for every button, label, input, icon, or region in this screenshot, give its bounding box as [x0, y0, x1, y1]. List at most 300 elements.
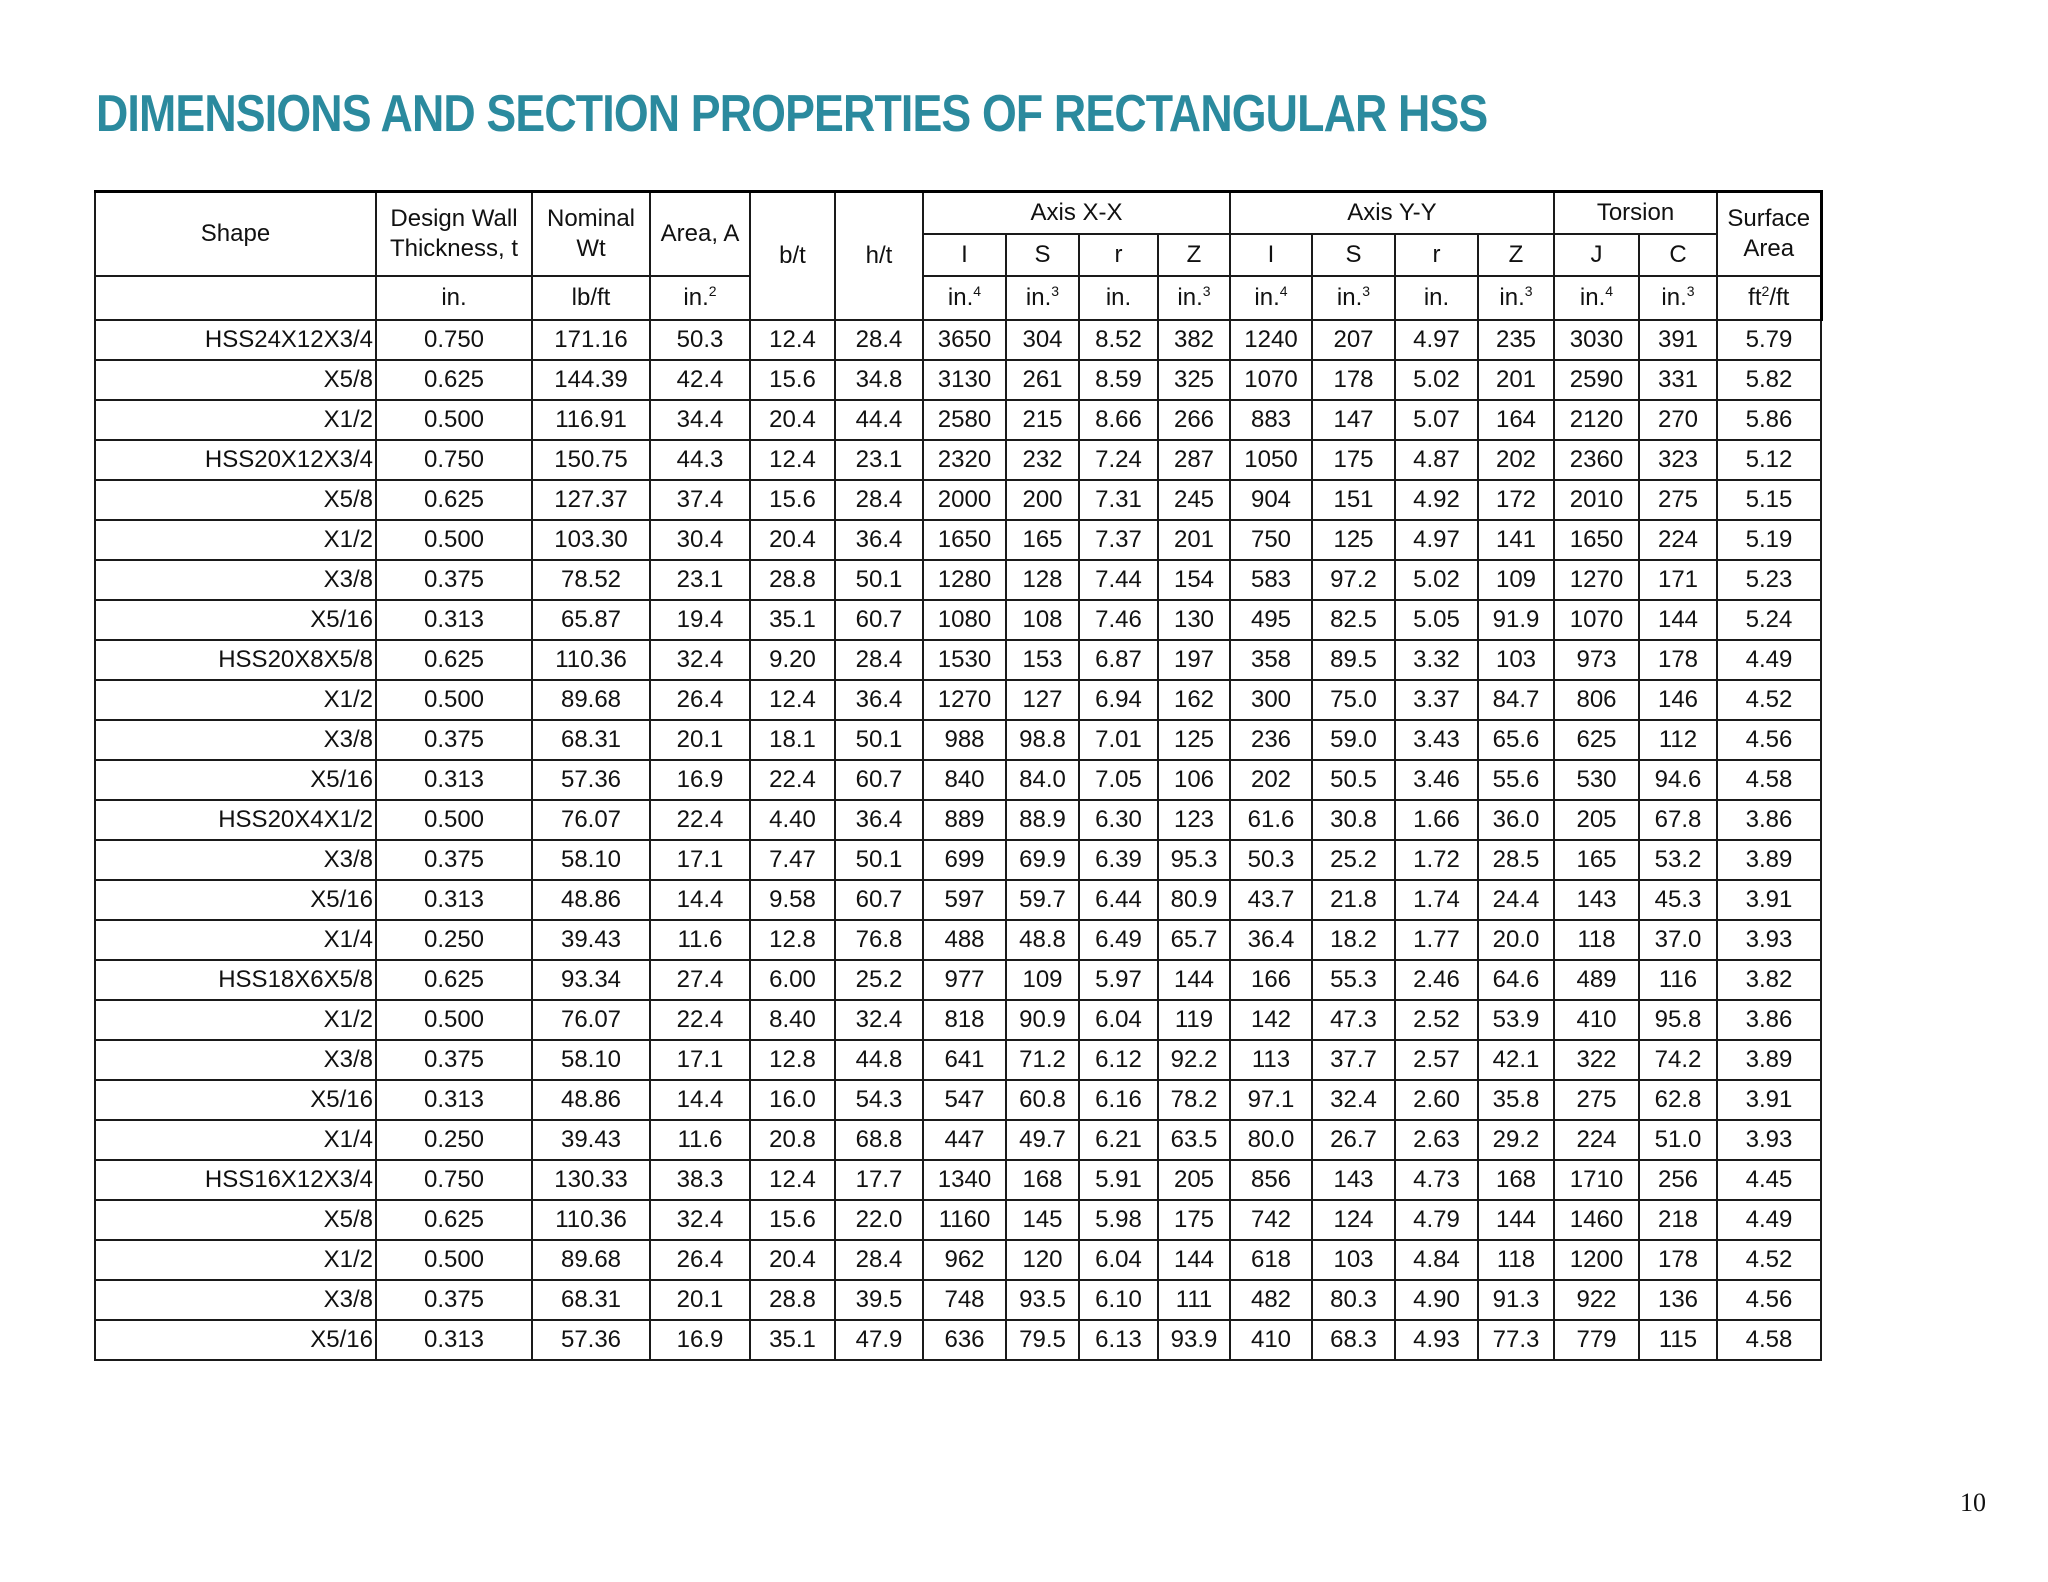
cell-shape: X1/2: [95, 520, 376, 560]
cell-xx-z: 63.5: [1158, 1120, 1230, 1160]
cell-xx-z: 162: [1158, 680, 1230, 720]
cell-yy-i: 750: [1230, 520, 1312, 560]
cell-xx-i: 818: [923, 1000, 1006, 1040]
cell-shape: X5/8: [95, 480, 376, 520]
cell-surface-area: 4.56: [1717, 1280, 1821, 1320]
cell-xx-z: 197: [1158, 640, 1230, 680]
cell-yy-z: 164: [1478, 400, 1554, 440]
cell-torsion-c: 112: [1639, 720, 1717, 760]
cell-torsion-j: 530: [1554, 760, 1639, 800]
cell-yy-z: 36.0: [1478, 800, 1554, 840]
table-row: [95, 1000, 1821, 1040]
cell-yy-r: 5.02: [1395, 360, 1478, 400]
cell-shape: X1/2: [95, 680, 376, 720]
cell-bt: 12.4: [750, 320, 835, 360]
cell-xx-s: 60.8: [1006, 1080, 1079, 1120]
cell-torsion-c: 67.8: [1639, 800, 1717, 840]
cell-xx-r: 6.94: [1079, 680, 1158, 720]
unit-t: in.: [376, 276, 532, 320]
cell-xx-z: 325: [1158, 360, 1230, 400]
cell-surface-area: 4.56: [1717, 720, 1821, 760]
cell-design-wall-thickness: 0.375: [376, 840, 532, 880]
cell-surface-area: 3.82: [1717, 960, 1821, 1000]
header-surface-area-label: Surface Area: [1727, 205, 1811, 262]
cell-xx-r: 6.16: [1079, 1080, 1158, 1120]
cell-torsion-c: 116: [1639, 960, 1717, 1000]
cell-yy-i: 43.7: [1230, 880, 1312, 920]
cell-design-wall-thickness: 0.500: [376, 800, 532, 840]
cell-surface-area: 4.58: [1717, 760, 1821, 800]
cell-ht: 60.7: [835, 880, 923, 920]
unit-surface-tail: /ft: [1769, 284, 1790, 311]
cell-area: 17.1: [650, 1040, 750, 1080]
cell-nominal-wt: 103.30: [532, 520, 650, 560]
cell-surface-area: 3.86: [1717, 800, 1821, 840]
unit-yy-z-exp: 3: [1524, 283, 1533, 299]
cell-xx-r: 8.59: [1079, 360, 1158, 400]
header-torsion-j: J: [1554, 234, 1639, 276]
cell-xx-i: 1280: [923, 560, 1006, 600]
cell-yy-r: 3.37: [1395, 680, 1478, 720]
cell-xx-i: 488: [923, 920, 1006, 960]
unit-c-exp: 3: [1686, 283, 1695, 299]
cell-surface-area: 5.15: [1717, 480, 1821, 520]
cell-surface-area: 5.23: [1717, 560, 1821, 600]
cell-bt: 35.1: [750, 1320, 835, 1360]
cell-bt: 9.20: [750, 640, 835, 680]
cell-xx-i: 1160: [923, 1200, 1006, 1240]
cell-design-wall-thickness: 0.625: [376, 1200, 532, 1240]
cell-torsion-c: 270: [1639, 400, 1717, 440]
cell-design-wall-thickness: 0.625: [376, 360, 532, 400]
cell-yy-r: 4.84: [1395, 1240, 1478, 1280]
cell-area: 22.4: [650, 800, 750, 840]
cell-torsion-c: 275: [1639, 480, 1717, 520]
cell-torsion-j: 275: [1554, 1080, 1639, 1120]
unit-xx-i: [923, 276, 1006, 320]
unit-yy-s-base: in.: [1336, 284, 1363, 311]
cell-torsion-c: 51.0: [1639, 1120, 1717, 1160]
table-row: [95, 1240, 1821, 1280]
cell-area: 42.4: [650, 360, 750, 400]
table-row: [95, 800, 1821, 840]
cell-nominal-wt: 127.37: [532, 480, 650, 520]
cell-xx-i: 1270: [923, 680, 1006, 720]
cell-bt: 20.4: [750, 1240, 835, 1280]
cell-xx-r: 6.44: [1079, 880, 1158, 920]
cell-yy-s: 82.5: [1312, 600, 1395, 640]
cell-nominal-wt: 110.36: [532, 1200, 650, 1240]
cell-ht: 60.7: [835, 600, 923, 640]
cell-design-wall-thickness: 0.625: [376, 960, 532, 1000]
cell-xx-z: 382: [1158, 320, 1230, 360]
unit-xx-i-exp: 4: [973, 283, 982, 299]
cell-torsion-c: 136: [1639, 1280, 1717, 1320]
cell-yy-s: 68.3: [1312, 1320, 1395, 1360]
cell-xx-z: 205: [1158, 1160, 1230, 1200]
unit-c: [1639, 276, 1717, 320]
cell-ht: 47.9: [835, 1320, 923, 1360]
cell-torsion-c: 171: [1639, 560, 1717, 600]
cell-xx-i: 988: [923, 720, 1006, 760]
cell-area: 22.4: [650, 1000, 750, 1040]
cell-xx-r: 6.12: [1079, 1040, 1158, 1080]
cell-yy-z: 144: [1478, 1200, 1554, 1240]
cell-xx-r: 6.30: [1079, 800, 1158, 840]
cell-shape: X1/2: [95, 1000, 376, 1040]
cell-torsion-c: 391: [1639, 320, 1717, 360]
header-nominal-wt-label: Nominal Wt: [546, 205, 636, 262]
cell-bt: 15.6: [750, 360, 835, 400]
cell-xx-r: 6.04: [1079, 1000, 1158, 1040]
cell-xx-z: 119: [1158, 1000, 1230, 1040]
cell-yy-z: 118: [1478, 1240, 1554, 1280]
cell-xx-r: 7.01: [1079, 720, 1158, 760]
header-yy-s: S: [1312, 234, 1395, 276]
cell-xx-i: 3650: [923, 320, 1006, 360]
cell-yy-s: 75.0: [1312, 680, 1395, 720]
cell-torsion-j: 2120: [1554, 400, 1639, 440]
cell-yy-z: 55.6: [1478, 760, 1554, 800]
cell-xx-r: 5.98: [1079, 1200, 1158, 1240]
cell-xx-r: 7.44: [1079, 560, 1158, 600]
cell-xx-z: 92.2: [1158, 1040, 1230, 1080]
cell-yy-s: 103: [1312, 1240, 1395, 1280]
table-row: [95, 1080, 1821, 1120]
table-row: [95, 440, 1821, 480]
cell-xx-s: 109: [1006, 960, 1079, 1000]
cell-torsion-j: 1460: [1554, 1200, 1639, 1240]
cell-yy-s: 47.3: [1312, 1000, 1395, 1040]
cell-yy-r: 3.46: [1395, 760, 1478, 800]
unit-yy-z-base: in.: [1499, 284, 1525, 311]
cell-yy-s: 26.7: [1312, 1120, 1395, 1160]
cell-surface-area: 4.49: [1717, 640, 1821, 680]
cell-xx-z: 144: [1158, 960, 1230, 1000]
cell-area: 32.4: [650, 1200, 750, 1240]
cell-bt: 6.00: [750, 960, 835, 1000]
cell-xx-z: 287: [1158, 440, 1230, 480]
cell-torsion-j: 118: [1554, 920, 1639, 960]
cell-xx-s: 69.9: [1006, 840, 1079, 880]
cell-yy-i: 236: [1230, 720, 1312, 760]
cell-yy-z: 202: [1478, 440, 1554, 480]
cell-surface-area: 3.89: [1717, 840, 1821, 880]
unit-area-base: in.: [683, 284, 709, 311]
cell-xx-i: 1530: [923, 640, 1006, 680]
cell-xx-r: 6.10: [1079, 1280, 1158, 1320]
cell-xx-z: 130: [1158, 600, 1230, 640]
cell-shape: X5/16: [95, 1080, 376, 1120]
page-number: 10: [1960, 1488, 1986, 1517]
cell-torsion-c: 37.0: [1639, 920, 1717, 960]
cell-area: 11.6: [650, 920, 750, 960]
cell-surface-area: 4.49: [1717, 1200, 1821, 1240]
cell-ht: 28.4: [835, 480, 923, 520]
cell-xx-r: 8.66: [1079, 400, 1158, 440]
cell-xx-z: 245: [1158, 480, 1230, 520]
cell-torsion-j: 2360: [1554, 440, 1639, 480]
cell-torsion-c: 146: [1639, 680, 1717, 720]
cell-surface-area: 3.93: [1717, 920, 1821, 960]
cell-yy-r: 4.97: [1395, 320, 1478, 360]
cell-design-wall-thickness: 0.750: [376, 1160, 532, 1200]
table-header: [95, 192, 1821, 321]
cell-surface-area: 4.52: [1717, 680, 1821, 720]
cell-yy-i: 113: [1230, 1040, 1312, 1080]
cell-surface-area: 3.91: [1717, 880, 1821, 920]
cell-xx-z: 95.3: [1158, 840, 1230, 880]
unit-c-base: in.: [1661, 284, 1687, 311]
cell-nominal-wt: 68.31: [532, 720, 650, 760]
cell-xx-z: 154: [1158, 560, 1230, 600]
cell-shape: X3/8: [95, 720, 376, 760]
cell-yy-i: 61.6: [1230, 800, 1312, 840]
page-title: DIMENSIONS AND SECTION PROPERTIES OF RECTANGULAR HSS: [96, 85, 1488, 143]
cell-yy-z: 201: [1478, 360, 1554, 400]
cell-surface-area: 4.58: [1717, 1320, 1821, 1360]
cell-surface-area: 3.89: [1717, 1040, 1821, 1080]
cell-yy-r: 4.97: [1395, 520, 1478, 560]
table-row: [95, 880, 1821, 920]
cell-xx-i: 3130: [923, 360, 1006, 400]
cell-ht: 25.2: [835, 960, 923, 1000]
cell-yy-s: 147: [1312, 400, 1395, 440]
cell-design-wall-thickness: 0.313: [376, 880, 532, 920]
cell-yy-z: 64.6: [1478, 960, 1554, 1000]
cell-yy-s: 18.2: [1312, 920, 1395, 960]
cell-torsion-c: 74.2: [1639, 1040, 1717, 1080]
cell-area: 26.4: [650, 1240, 750, 1280]
cell-yy-z: 65.6: [1478, 720, 1554, 760]
cell-yy-s: 55.3: [1312, 960, 1395, 1000]
cell-design-wall-thickness: 0.250: [376, 920, 532, 960]
cell-shape: X3/8: [95, 560, 376, 600]
cell-xx-s: 168: [1006, 1160, 1079, 1200]
cell-xx-z: 80.9: [1158, 880, 1230, 920]
cell-xx-r: 7.31: [1079, 480, 1158, 520]
cell-yy-i: 856: [1230, 1160, 1312, 1200]
table-row: [95, 640, 1821, 680]
cell-xx-s: 59.7: [1006, 880, 1079, 920]
unit-shape: [95, 276, 376, 320]
cell-shape: HSS18X6X5/8: [95, 960, 376, 1000]
cell-shape: X5/8: [95, 1200, 376, 1240]
cell-yy-r: 2.57: [1395, 1040, 1478, 1080]
cell-shape: X5/16: [95, 600, 376, 640]
cell-yy-s: 89.5: [1312, 640, 1395, 680]
cell-nominal-wt: 130.33: [532, 1160, 650, 1200]
cell-surface-area: 5.82: [1717, 360, 1821, 400]
cell-yy-z: 91.9: [1478, 600, 1554, 640]
cell-yy-r: 1.77: [1395, 920, 1478, 960]
cell-ht: 28.4: [835, 320, 923, 360]
cell-ht: 50.1: [835, 840, 923, 880]
cell-xx-i: 597: [923, 880, 1006, 920]
cell-design-wall-thickness: 0.375: [376, 720, 532, 760]
cell-yy-r: 2.63: [1395, 1120, 1478, 1160]
cell-yy-i: 1070: [1230, 360, 1312, 400]
cell-yy-r: 1.74: [1395, 880, 1478, 920]
cell-surface-area: 5.12: [1717, 440, 1821, 480]
cell-xx-r: 6.04: [1079, 1240, 1158, 1280]
table-row: [95, 840, 1821, 880]
cell-xx-i: 748: [923, 1280, 1006, 1320]
cell-xx-i: 641: [923, 1040, 1006, 1080]
table-row: [95, 600, 1821, 640]
cell-xx-s: 232: [1006, 440, 1079, 480]
cell-yy-r: 4.92: [1395, 480, 1478, 520]
cell-shape: X5/16: [95, 760, 376, 800]
cell-design-wall-thickness: 0.375: [376, 1040, 532, 1080]
cell-torsion-c: 178: [1639, 1240, 1717, 1280]
cell-bt: 16.0: [750, 1080, 835, 1120]
cell-area: 30.4: [650, 520, 750, 560]
cell-yy-i: 50.3: [1230, 840, 1312, 880]
table-row: [95, 1280, 1821, 1320]
cell-yy-s: 175: [1312, 440, 1395, 480]
cell-torsion-c: 94.6: [1639, 760, 1717, 800]
cell-xx-r: 5.91: [1079, 1160, 1158, 1200]
cell-xx-r: 6.49: [1079, 920, 1158, 960]
cell-yy-z: 84.7: [1478, 680, 1554, 720]
table-row: [95, 520, 1821, 560]
cell-area: 16.9: [650, 1320, 750, 1360]
cell-yy-i: 142: [1230, 1000, 1312, 1040]
cell-yy-r: 4.79: [1395, 1200, 1478, 1240]
cell-xx-r: 5.97: [1079, 960, 1158, 1000]
table-row: [95, 1320, 1821, 1360]
cell-surface-area: 5.86: [1717, 400, 1821, 440]
cell-xx-z: 106: [1158, 760, 1230, 800]
unit-yy-s-exp: 3: [1362, 283, 1371, 299]
cell-nominal-wt: 57.36: [532, 760, 650, 800]
cell-torsion-j: 625: [1554, 720, 1639, 760]
cell-yy-s: 21.8: [1312, 880, 1395, 920]
cell-bt: 12.4: [750, 680, 835, 720]
unit-xx-z: [1158, 276, 1230, 320]
cell-yy-r: 4.87: [1395, 440, 1478, 480]
cell-torsion-j: 143: [1554, 880, 1639, 920]
unit-xx-i-base: in.: [947, 284, 974, 311]
cell-design-wall-thickness: 0.313: [376, 1320, 532, 1360]
cell-xx-i: 699: [923, 840, 1006, 880]
cell-yy-s: 59.0: [1312, 720, 1395, 760]
table-row: [95, 320, 1821, 360]
cell-yy-z: 109: [1478, 560, 1554, 600]
table-row: [95, 480, 1821, 520]
cell-design-wall-thickness: 0.500: [376, 400, 532, 440]
cell-yy-s: 143: [1312, 1160, 1395, 1200]
cell-ht: 36.4: [835, 680, 923, 720]
cell-yy-r: 4.73: [1395, 1160, 1478, 1200]
cell-yy-r: 5.02: [1395, 560, 1478, 600]
cell-ht: 50.1: [835, 720, 923, 760]
cell-ht: 23.1: [835, 440, 923, 480]
unit-surface: [1717, 276, 1821, 320]
cell-yy-z: 77.3: [1478, 1320, 1554, 1360]
cell-design-wall-thickness: 0.625: [376, 640, 532, 680]
header-nominal-wt: [532, 192, 650, 277]
cell-xx-z: 201: [1158, 520, 1230, 560]
cell-yy-r: 4.93: [1395, 1320, 1478, 1360]
cell-xx-s: 79.5: [1006, 1320, 1079, 1360]
cell-yy-r: 2.52: [1395, 1000, 1478, 1040]
cell-nominal-wt: 68.31: [532, 1280, 650, 1320]
cell-yy-z: 35.8: [1478, 1080, 1554, 1120]
cell-surface-area: 5.24: [1717, 600, 1821, 640]
unit-yy-z: [1478, 276, 1554, 320]
unit-xx-s: [1006, 276, 1079, 320]
cell-torsion-j: 410: [1554, 1000, 1639, 1040]
cell-yy-z: 172: [1478, 480, 1554, 520]
cell-torsion-c: 331: [1639, 360, 1717, 400]
unit-j: [1554, 276, 1639, 320]
cell-yy-i: 482: [1230, 1280, 1312, 1320]
cell-xx-i: 2000: [923, 480, 1006, 520]
cell-surface-area: 3.86: [1717, 1000, 1821, 1040]
cell-xx-i: 840: [923, 760, 1006, 800]
cell-shape: HSS24X12X3/4: [95, 320, 376, 360]
cell-yy-r: 3.32: [1395, 640, 1478, 680]
cell-ht: 36.4: [835, 520, 923, 560]
cell-design-wall-thickness: 0.313: [376, 600, 532, 640]
cell-bt: 15.6: [750, 1200, 835, 1240]
header-design-wall: [376, 192, 532, 277]
cell-yy-r: 2.60: [1395, 1080, 1478, 1120]
cell-bt: 28.8: [750, 560, 835, 600]
cell-bt: 9.58: [750, 880, 835, 920]
cell-nominal-wt: 89.68: [532, 680, 650, 720]
cell-torsion-j: 922: [1554, 1280, 1639, 1320]
unit-yy-i-base: in.: [1254, 284, 1280, 311]
cell-nominal-wt: 48.86: [532, 1080, 650, 1120]
cell-surface-area: 4.45: [1717, 1160, 1821, 1200]
cell-torsion-c: 224: [1639, 520, 1717, 560]
cell-torsion-j: 779: [1554, 1320, 1639, 1360]
cell-yy-i: 300: [1230, 680, 1312, 720]
cell-torsion-j: 3030: [1554, 320, 1639, 360]
header-area: Area, A: [650, 192, 750, 277]
cell-xx-i: 1080: [923, 600, 1006, 640]
cell-ht: 28.4: [835, 640, 923, 680]
header-yy-i: I: [1230, 234, 1312, 276]
cell-area: 14.4: [650, 880, 750, 920]
cell-xx-i: 547: [923, 1080, 1006, 1120]
cell-area: 20.1: [650, 720, 750, 760]
cell-yy-i: 904: [1230, 480, 1312, 520]
cell-yy-i: 97.1: [1230, 1080, 1312, 1120]
cell-yy-i: 883: [1230, 400, 1312, 440]
cell-xx-r: 8.52: [1079, 320, 1158, 360]
cell-area: 27.4: [650, 960, 750, 1000]
cell-bt: 12.4: [750, 1160, 835, 1200]
cell-design-wall-thickness: 0.375: [376, 560, 532, 600]
cell-torsion-j: 224: [1554, 1120, 1639, 1160]
cell-bt: 8.40: [750, 1000, 835, 1040]
cell-torsion-j: 1200: [1554, 1240, 1639, 1280]
cell-xx-z: 65.7: [1158, 920, 1230, 960]
cell-shape: X1/4: [95, 920, 376, 960]
cell-area: 34.4: [650, 400, 750, 440]
cell-torsion-c: 45.3: [1639, 880, 1717, 920]
cell-surface-area: 4.52: [1717, 1240, 1821, 1280]
cell-area: 11.6: [650, 1120, 750, 1160]
cell-design-wall-thickness: 0.313: [376, 760, 532, 800]
cell-shape: X5/8: [95, 360, 376, 400]
table-row: [95, 360, 1821, 400]
cell-design-wall-thickness: 0.625: [376, 480, 532, 520]
